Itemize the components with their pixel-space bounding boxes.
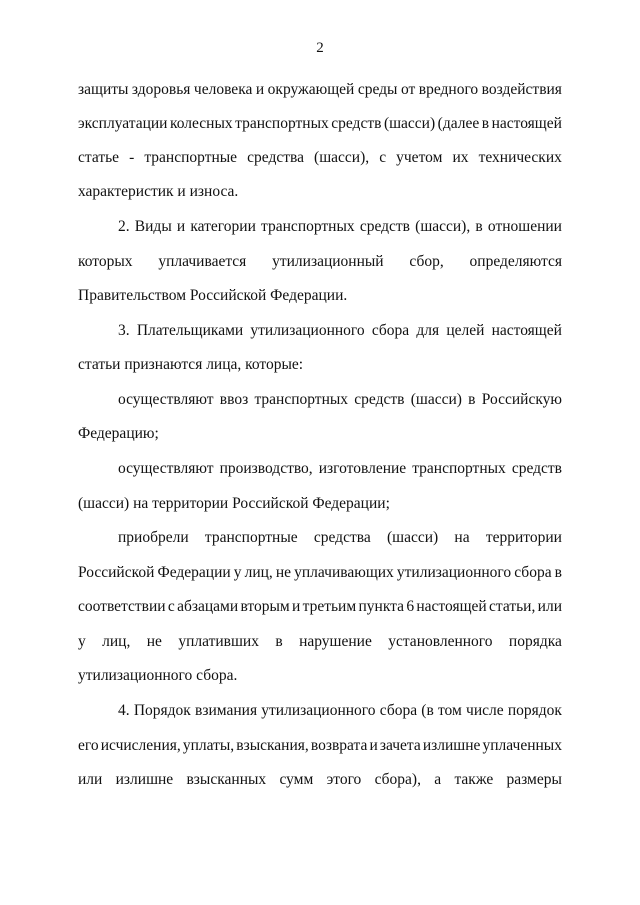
word: - xyxy=(129,149,135,166)
text-line xyxy=(78,770,562,790)
word: вторым xyxy=(240,598,290,615)
word: осуществляют xyxy=(118,391,214,408)
word: 6 xyxy=(406,598,415,615)
word: в xyxy=(468,391,476,408)
word: которых xyxy=(78,253,133,270)
word: 2. xyxy=(118,218,130,235)
word: размеры xyxy=(506,771,562,788)
text-line xyxy=(78,80,562,100)
text-line xyxy=(118,701,562,721)
word: Плательщиками xyxy=(136,322,244,339)
word: (шасси), xyxy=(415,218,471,235)
word: и xyxy=(292,598,301,615)
word: Российской xyxy=(78,564,155,581)
text-line: утилизационного сбора. xyxy=(78,667,238,684)
word: сбора), xyxy=(374,771,421,788)
word: Порядок xyxy=(133,702,191,719)
word: осуществляют xyxy=(118,460,214,477)
text-line xyxy=(78,563,562,583)
word: от xyxy=(400,81,416,98)
text-line: характеристик и износа. xyxy=(78,183,239,200)
word: зачета xyxy=(379,737,421,754)
word: лиц, xyxy=(102,633,131,650)
text-line xyxy=(118,390,562,410)
word: уплаченных xyxy=(482,737,562,754)
word: определяются xyxy=(469,253,562,270)
word: настоящей xyxy=(416,598,487,615)
word: третьим xyxy=(302,598,357,615)
text-line: (шасси) на территории Российской Федерации; xyxy=(78,495,390,512)
word: порядка xyxy=(508,633,562,650)
word: статьи, xyxy=(489,598,536,615)
word: учетом xyxy=(396,149,443,166)
word: в xyxy=(275,633,283,650)
word: уплаты, xyxy=(182,737,235,754)
word: сбора xyxy=(379,702,418,719)
word: с xyxy=(167,598,175,615)
word: Российскую xyxy=(481,391,562,408)
word: здоровья xyxy=(131,81,191,98)
word: производство, xyxy=(219,460,313,477)
word: излишне xyxy=(422,737,481,754)
word: Виды xyxy=(134,218,172,235)
word: изготовление xyxy=(318,460,407,477)
word: в xyxy=(475,218,483,235)
text-line xyxy=(78,736,562,756)
word: транспортные xyxy=(144,149,238,166)
word: том xyxy=(437,702,462,719)
word: утилизационного xyxy=(396,564,512,581)
word: (шасси) xyxy=(386,529,439,546)
word: настоящей xyxy=(491,115,562,132)
text-line xyxy=(78,252,562,272)
word: настоящей xyxy=(491,322,562,339)
word: сбора xyxy=(514,564,552,581)
word: среды xyxy=(357,81,398,98)
word: и xyxy=(255,81,265,98)
text-line: Федерацию; xyxy=(78,425,159,442)
word: сбора xyxy=(371,322,410,339)
word: транспортных xyxy=(261,218,355,235)
text-line xyxy=(78,114,562,134)
word: утилизационный xyxy=(272,253,384,270)
word: числе xyxy=(466,702,504,719)
word: средства xyxy=(313,529,371,546)
word: на xyxy=(454,529,470,546)
word: приобрели xyxy=(118,529,189,546)
word: для xyxy=(416,322,440,339)
word: с xyxy=(379,149,387,166)
word: территории xyxy=(485,529,562,546)
word: защиты xyxy=(78,81,129,98)
word: сумм xyxy=(279,771,314,788)
word: 4. xyxy=(118,702,130,719)
word: также xyxy=(454,771,494,788)
word: (шасси) xyxy=(383,115,436,132)
word: взысканных xyxy=(186,771,267,788)
word: излишне xyxy=(115,771,174,788)
word: утилизационного xyxy=(261,702,376,719)
word: исчисления, xyxy=(100,737,181,754)
word: утилизационного xyxy=(250,322,365,339)
page-number: 2 xyxy=(316,40,324,56)
word: средств xyxy=(354,391,405,408)
word: 3. xyxy=(118,322,130,339)
word: в xyxy=(481,115,490,132)
word: эксплуатации xyxy=(78,115,168,132)
word: уплативших xyxy=(178,633,259,650)
word: статье xyxy=(78,149,120,166)
word: ввоз xyxy=(219,391,249,408)
word: (шасси) xyxy=(410,391,462,408)
word: транспортных xyxy=(235,115,329,132)
word: этого xyxy=(326,771,362,788)
word: возврата xyxy=(310,737,368,754)
word: средств xyxy=(359,218,410,235)
word: колесных xyxy=(169,115,233,132)
word: (далее xyxy=(437,115,480,132)
word: средства xyxy=(247,149,304,166)
word: у xyxy=(78,633,86,650)
word: или xyxy=(78,771,103,788)
word: транспортные xyxy=(204,529,298,546)
text-line: статьи признаются лица, которые: xyxy=(78,356,304,373)
text-line xyxy=(118,217,562,237)
word: уплачивающих xyxy=(294,564,394,581)
word: взимания xyxy=(195,702,258,719)
word: не xyxy=(275,564,292,581)
word: его xyxy=(78,737,99,754)
word: целей xyxy=(446,322,485,339)
word: Федерации xyxy=(157,564,231,581)
word: или xyxy=(537,598,562,615)
word: лиц, xyxy=(244,564,273,581)
word: не xyxy=(146,633,162,650)
word: транспортных xyxy=(254,391,349,408)
word: и xyxy=(369,737,378,754)
word: нарушение xyxy=(299,633,372,650)
word: и xyxy=(176,218,186,235)
word: пункта xyxy=(358,598,404,615)
word: технических xyxy=(478,149,562,166)
word: окружающей xyxy=(267,81,355,98)
word: человека xyxy=(193,81,253,98)
word: а xyxy=(434,771,442,788)
word: в xyxy=(554,564,562,581)
text-line xyxy=(78,597,562,617)
text-line xyxy=(118,528,562,548)
word: категории xyxy=(190,218,256,235)
word: их xyxy=(452,149,469,166)
word: отношении xyxy=(487,218,562,235)
text-line xyxy=(78,148,562,168)
word: уплачивается xyxy=(158,253,247,270)
word: воздействия xyxy=(481,81,562,98)
word: средств xyxy=(331,115,382,132)
word: сбор, xyxy=(409,253,444,270)
word: средств xyxy=(511,460,562,477)
word: у xyxy=(233,564,242,581)
word: порядок xyxy=(507,702,562,719)
word: взыскания, xyxy=(236,737,309,754)
word: вредного xyxy=(418,81,479,98)
word: соответствии xyxy=(78,598,166,615)
text-line xyxy=(118,321,562,341)
text-line xyxy=(78,632,562,652)
text-line xyxy=(118,459,562,479)
word: транспортных xyxy=(412,460,506,477)
word: (в xyxy=(421,702,434,719)
word: установленного xyxy=(388,633,493,650)
word: абзацами xyxy=(177,598,239,615)
text-line: Правительством Российской Федерации. xyxy=(78,287,348,304)
word: (шасси), xyxy=(314,149,370,166)
